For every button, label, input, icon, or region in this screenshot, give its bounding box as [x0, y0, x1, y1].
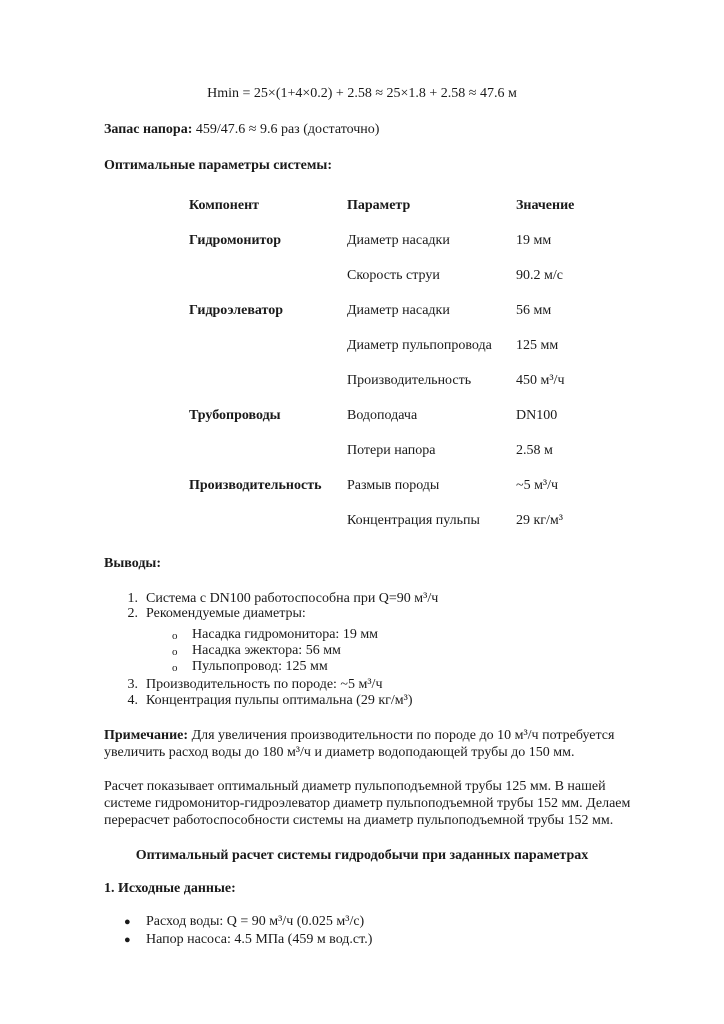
section-title: Оптимальный расчет системы гидродобычи при заданных параметрах: [135, 848, 589, 863]
list-number: 4.: [127, 693, 138, 708]
bullet-icon: ●: [124, 934, 131, 946]
list-text: Система с DN100 работоспособна при Q=90 м³/ч: [146, 591, 439, 606]
formula-line: Hmin = 25×(1+4×0.2) + 2.58 ≈ 25×1.8 + 2.58 ≈ 47.6 м: [207, 86, 517, 101]
circle-bullet-icon: o: [172, 662, 178, 674]
conclusions-heading: Выводы:: [104, 556, 162, 571]
note-line: увеличить расход воды до 180 м³/ч и диаметр водоподающей трубы до 150 мм.: [104, 745, 575, 760]
row-parameter: Диаметр насадки: [347, 233, 450, 248]
header-value: Значение: [516, 198, 575, 213]
row-value: 450 м³/ч: [516, 373, 565, 388]
header-component: Компонент: [189, 198, 260, 213]
list-text: Концентрация пульпы оптимальна (29 кг/м³): [146, 693, 413, 708]
row-parameter: Размыв породы: [347, 478, 440, 493]
row-component: Производительность: [189, 478, 322, 493]
sub-list-text: Пульпопровод: 125 мм: [192, 659, 328, 674]
paragraph-line: Расчет показывает оптимальный диаметр пульпоподъемной трубы 125 мм. В нашей: [104, 779, 606, 794]
initial-data-heading: 1. Исходные данные:: [104, 881, 236, 896]
row-parameter: Производительность: [347, 373, 472, 388]
row-value: 19 мм: [516, 233, 552, 248]
list-number: 2.: [127, 606, 138, 621]
reserve-line: [104, 121, 379, 139]
header-parameter: Параметр: [347, 198, 411, 213]
row-value: 125 мм: [516, 338, 559, 353]
paragraph-line: перерасчет работоспособности системы на диаметр пульпоподъемной трубы 152 мм.: [104, 813, 614, 828]
list-text: Напор насоса: 4.5 МПа (459 м вод.ст.): [146, 932, 373, 947]
row-value: 56 мм: [516, 303, 552, 318]
row-parameter: Диаметр насадки: [347, 303, 450, 318]
row-component: Гидромонитор: [189, 233, 282, 248]
row-value: 90.2 м/с: [516, 268, 563, 283]
bullet-icon: ●: [124, 916, 131, 928]
sub-list-text: Насадка эжектора: 56 мм: [192, 643, 341, 658]
sub-list-text: Насадка гидромонитора: 19 мм: [192, 627, 379, 642]
row-component: Трубопроводы: [189, 408, 281, 423]
reserve-text: 459/47.6 ≈ 9.6 раз (достаточно): [192, 122, 380, 137]
list-number: 1.: [127, 591, 138, 606]
row-parameter: Водоподача: [347, 408, 418, 423]
optimal-heading: Оптимальные параметры системы:: [104, 158, 333, 173]
row-parameter: Диаметр пульпопровода: [347, 338, 492, 353]
circle-bullet-icon: o: [172, 646, 178, 658]
row-value: ~5 м³/ч: [516, 478, 559, 493]
list-text: Рекомендуемые диаметры:: [146, 606, 306, 621]
circle-bullet-icon: o: [172, 630, 178, 642]
note-text: Для увеличения производительности по породе до 10 м³/ч потребуется: [188, 728, 615, 743]
row-value: 29 кг/м³: [516, 513, 563, 528]
row-parameter: Скорость струи: [347, 268, 440, 283]
list-text: Расход воды: Q = 90 м³/ч (0.025 м³/с): [146, 914, 365, 929]
row-parameter: Потери напора: [347, 443, 436, 458]
row-parameter: Концентрация пульпы: [347, 513, 480, 528]
list-text: Производительность по породе: ~5 м³/ч: [146, 677, 383, 692]
row-value: DN100: [516, 408, 558, 423]
row-component: Гидроэлеватор: [189, 303, 284, 318]
list-number: 3.: [127, 677, 138, 692]
row-value: 2.58 м: [516, 443, 553, 458]
paragraph-line: системе гидромонитор-гидроэлеватор диаметр пульпоподъемной трубы 152 мм. Делаем: [104, 796, 631, 811]
reserve-label: Запас напора:: [104, 122, 193, 137]
note-label: Примечание:: [104, 728, 189, 743]
note-line: [104, 727, 614, 745]
